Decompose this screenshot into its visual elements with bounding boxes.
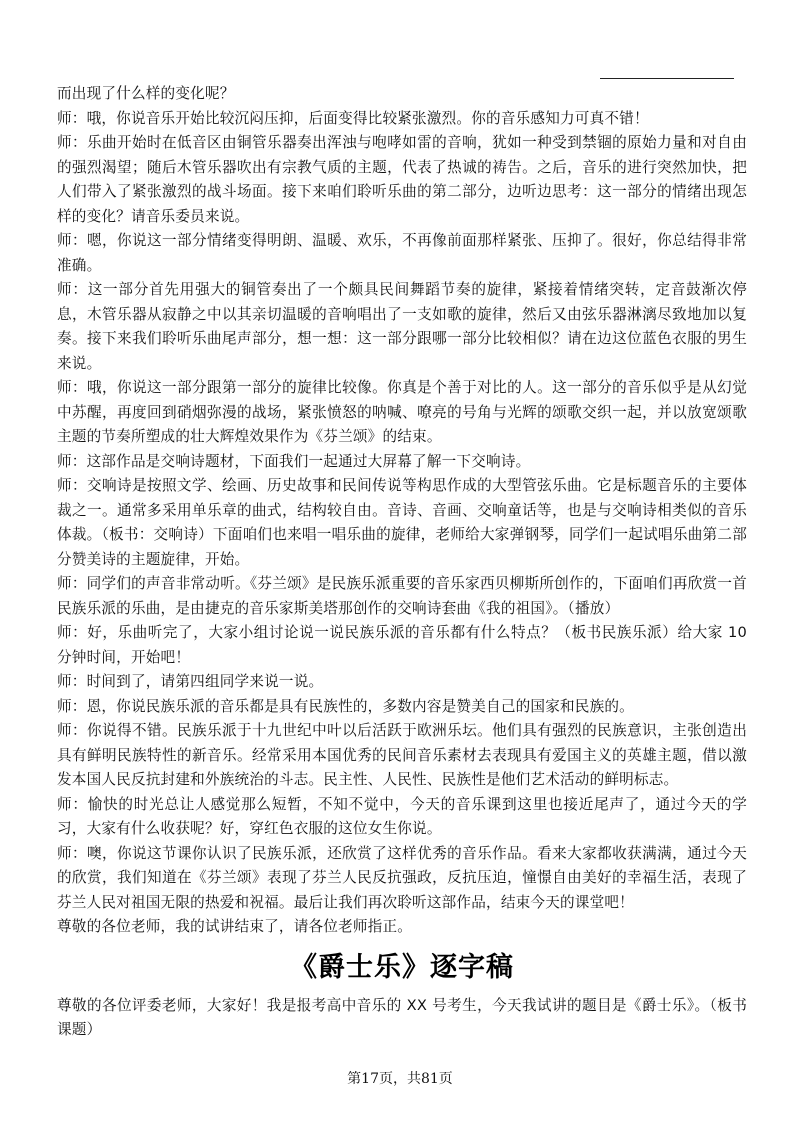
paragraph: 师：嗯，你说这一部分情绪变得明朗、温暖、欢乐，不再像前面那样紧张、压抑了。很好，你总结得非常准确。 — [57, 232, 747, 274]
paragraph: 师：乐曲开始时在低音区由铜管乐器奏出浑浊与咆哮如雷的音响，犹如一种受到禁锢的原始力量和对自由的强烈渴望；随后木管乐器吹出有宗教气质的主题，代表了热诚的祷告。之后，音乐的进行突然加快，把人们带入了紧张激烈的战斗场面。接下来咱们聆听乐曲的第二部分，边听边思考：这一部分的情绪出现怎样的变化？请音乐委员来说。 — [57, 134, 747, 225]
header-rule — [600, 78, 734, 79]
paragraph: 而出现了什么样的变化呢？ — [57, 85, 235, 102]
paragraph: 师：你说得不错。民族乐派于十九世纪中叶以后活跃于欧洲乐坛。他们具有强烈的民族意识，主张创造出具有鲜明民族特性的新音乐。经常采用本国优秀的民间音乐素材去表现具有爱国主义的英雄主题，借以激发本国人民反抗封建和外族统治的斗志。民主性、人民性、民族性是他们艺术活动的鲜明标志。 — [57, 722, 747, 788]
paragraph: 师：哦，你说这一部分跟第一部分的旋律比较像。你真是个善于对比的人。这一部分的音乐似乎是从幻觉中苏醒，再度回到硝烟弥漫的战场，紧张愤怒的呐喊、嘹亮的号角与光辉的颂歌交织一起，并以放宽颂歌主题的节奏所塑成的壮大辉煌效果作为《芬兰颂》的结束。 — [57, 379, 747, 445]
paragraph: 师：交响诗是按照文学、绘画、历史故事和民间传说等构思作成的大型管弦乐曲。它是标题音乐的主要体裁之一。通常多采用单乐章的曲式，结构较自由。音诗、音画、交响童话等，也是与交响诗相类似的音乐体裁。（板书：交响诗）下面咱们也来唱一唱乐曲的旋律，老师给大家弹钢琴，同学们一起试唱乐曲第二部分赞美诗的主题旋律，开始。 — [57, 477, 747, 568]
page-number: 第17页，共81页 — [347, 1071, 453, 1087]
paragraph: 师：时间到了，请第四组同学来说一说。 — [57, 673, 324, 690]
paragraph: 师：同学们的声音非常动听。《芬兰颂》是民族乐派重要的音乐家西贝柳斯所创作的，下面咱们再欣赏一首民族乐派的乐曲，是由捷克的音乐家斯美塔那创作的交响诗套曲《我的祖国》。（播放） — [57, 575, 747, 617]
section-title: 《爵士乐》逐字稿 — [290, 951, 514, 983]
paragraph: 师：哦，你说音乐开始比较沉闷压抑，后面变得比较紧张激烈。你的音乐感知力可真不错！ — [57, 109, 649, 127]
document-body — [57, 82, 747, 1043]
paragraph: 师：这一部分首先用强大的铜管奏出了一个颇具民间舞蹈节奏的旋律，紧接着情绪突转，定音鼓渐次停息，木管乐器从寂静之中以其亲切温暖的音响唱出了一支如歌的旋律，然后又由弦乐器淋漓尽致地加以复奏。接下来我们聆听乐曲尾声部分，想一想：这一部分跟哪一部分比较相似？请在边这位蓝色衣服的男生来说。 — [57, 281, 747, 372]
paragraph: 尊敬的各位评委老师，大家好！我是报考高中音乐的 XX 号考生，今天我试讲的题目是《爵士乐》。（板书课题） — [57, 996, 747, 1038]
paragraph: 尊敬的各位老师，我的试讲结束了，请各位老师指正。 — [57, 918, 413, 935]
paragraph-group-after — [57, 994, 747, 1043]
paragraph: 师：恩，你说民族乐派的音乐都是具有民族性的，多数内容是赞美自己的国家和民族的。 — [57, 697, 634, 715]
paragraph-group-before — [57, 82, 747, 940]
paragraph: 师：愉快的时光总让人感觉那么短暂，不知不觉中，今天的音乐课到这里也接近尾声了，通过今天的学习，大家有什么收获呢？好，穿红色衣服的这位女生你说。 — [57, 795, 747, 837]
paragraph: 师：好，乐曲听完了，大家小组讨论说一说民族乐派的音乐都有什么特点？（板书民族乐派）给大家 10 分钟时间，开始吧！ — [57, 624, 747, 666]
paragraph: 师：这部作品是交响诗题材，下面我们一起通过大屏幕了解一下交响诗。 — [57, 452, 531, 470]
paragraph: 师：噢，你说这节课你认识了民族乐派，还欣赏了这样优秀的音乐作品。看来大家都收获满满，通过今天的欣赏，我们知道在《芬兰颂》表现了芬兰人民反抗强政，反抗压迫，憧憬自由美好的幸福生活，表现了芬兰人民对祖国无限的热爱和祝福。最后让我们再次聆听这部作品，结束今天的课堂吧！ — [57, 844, 747, 911]
